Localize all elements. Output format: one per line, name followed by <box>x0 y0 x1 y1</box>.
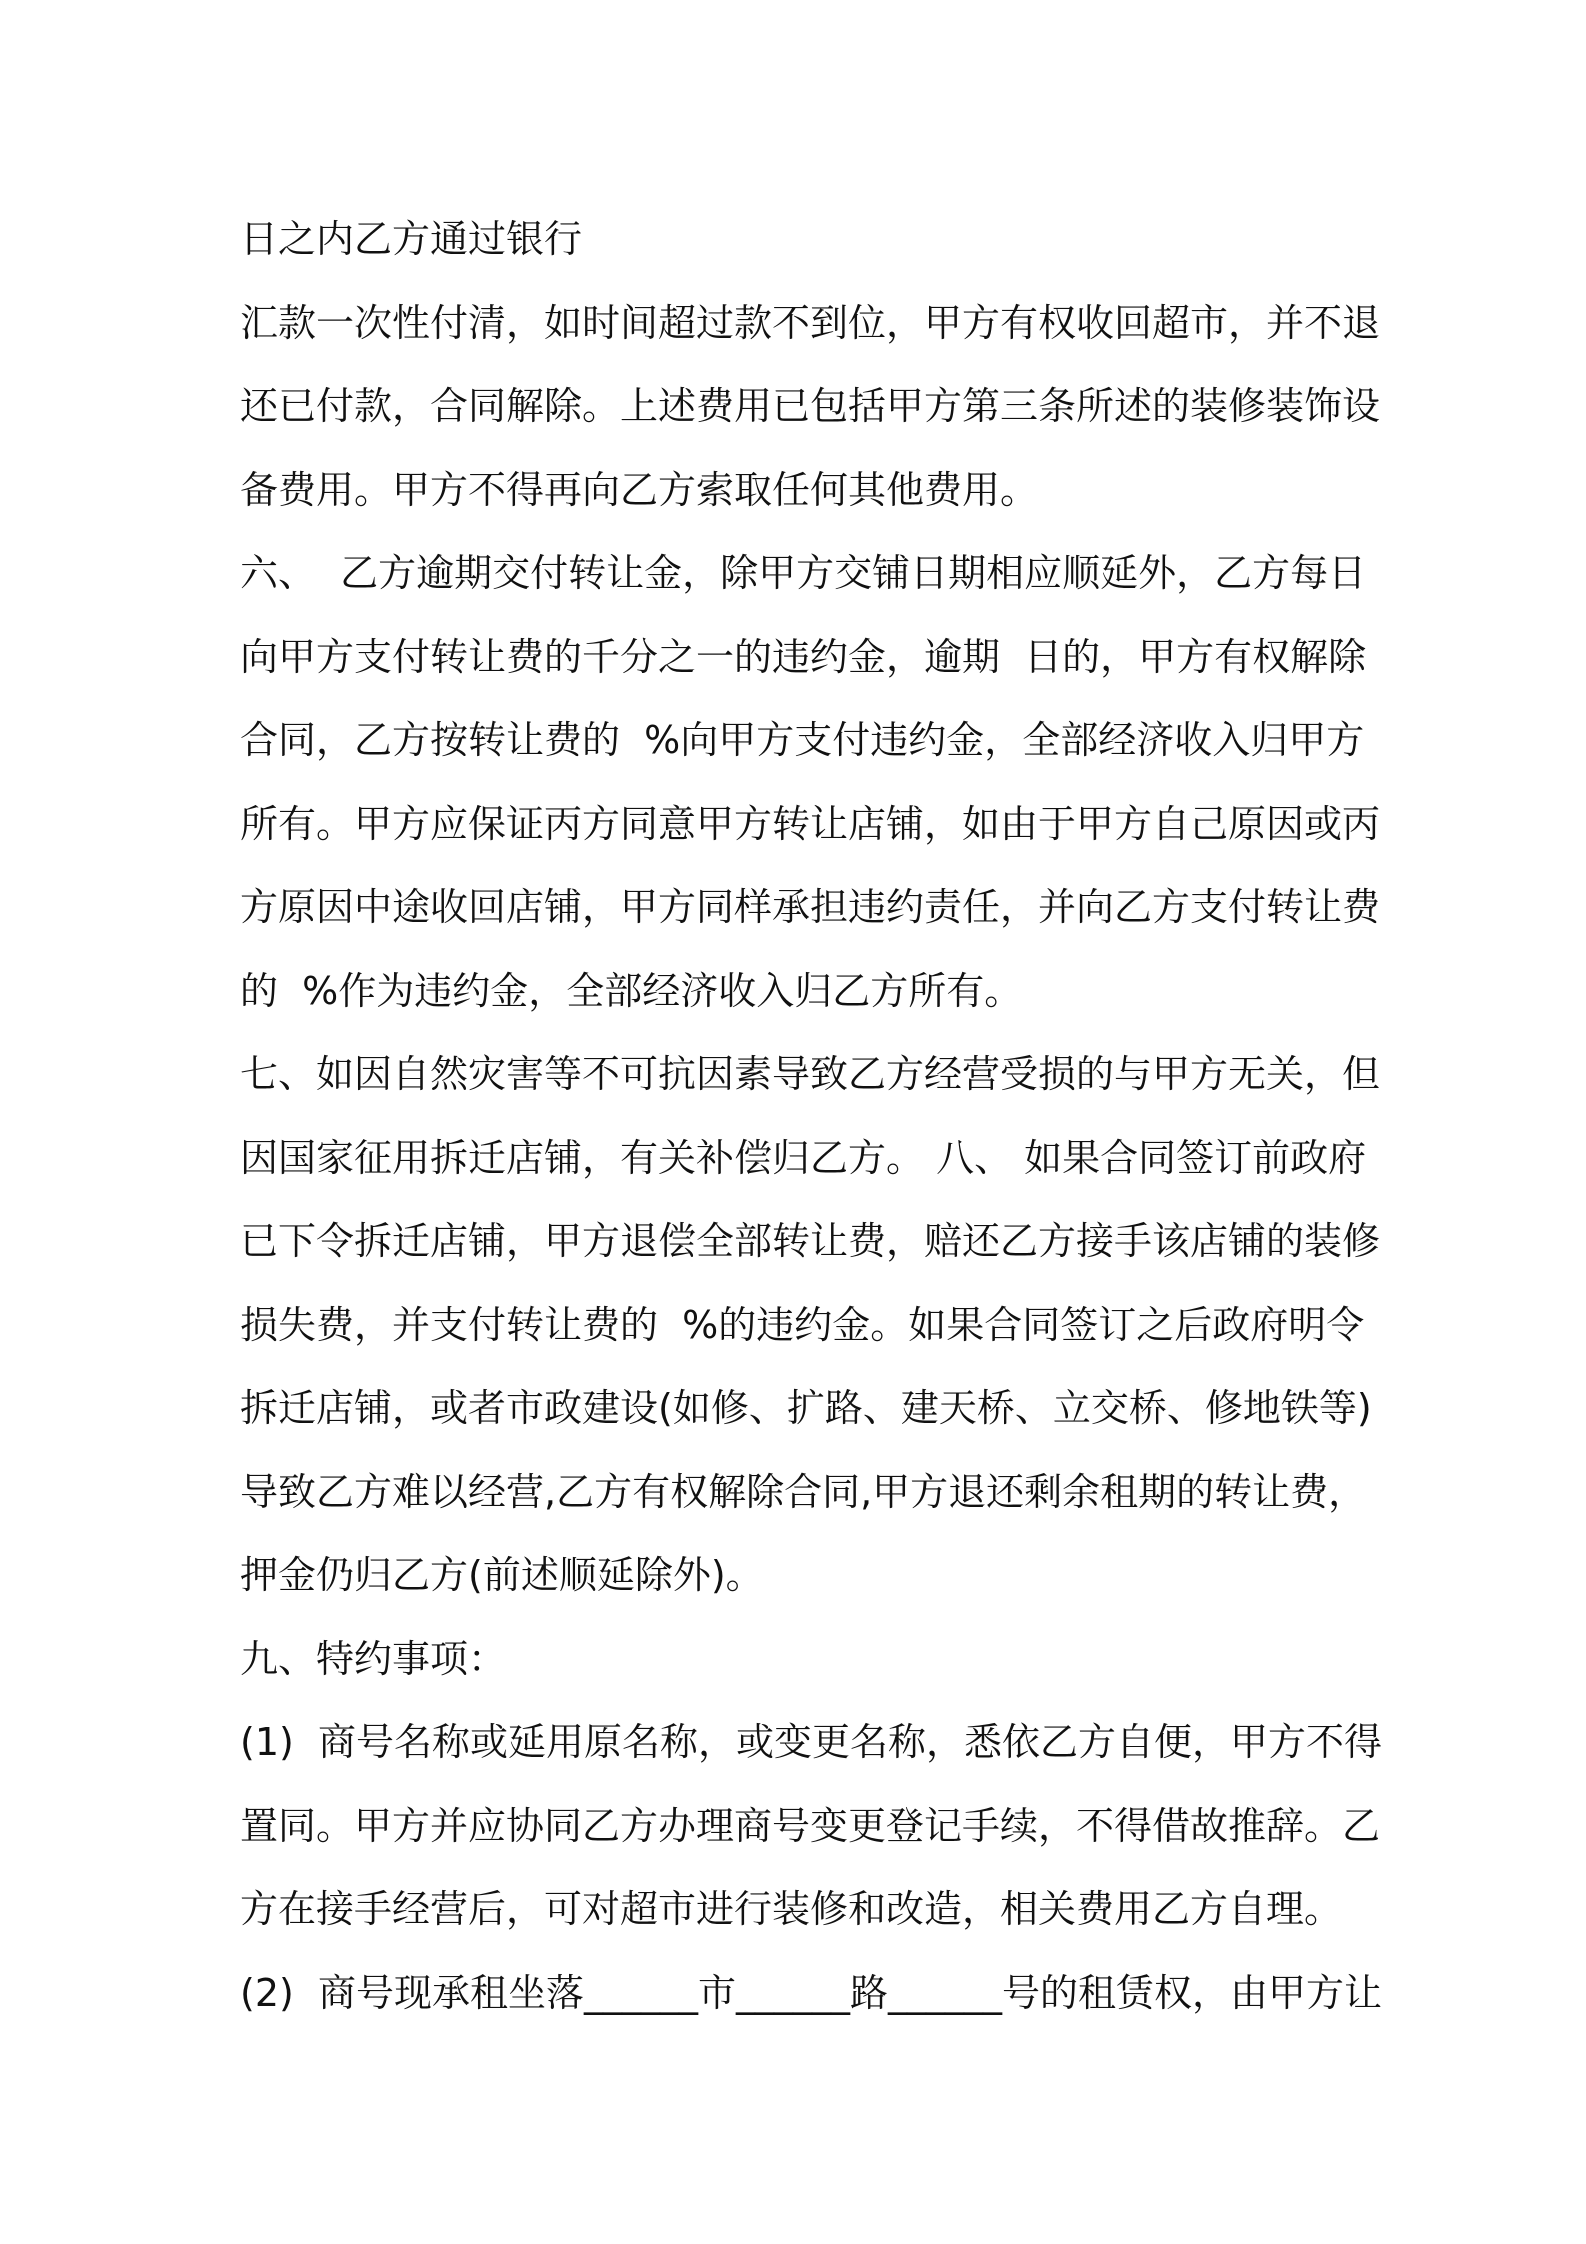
text-line: 向甲方支付转让费的千分之一的违约金，逾期 日的，甲方有权解除 <box>240 634 1367 679</box>
text-line: 备费用。甲方不得再向乙方索取任何其他费用。 <box>240 467 1039 512</box>
contract-text <box>240 198 1382 2035</box>
text-line: 六、 乙方逾期交付转让金，除甲方交铺日期相应顺延外，乙方每日 <box>240 551 1367 595</box>
text-line: 汇款一次性付清，如时间超过款不到位，甲方有权收回超市，并不退 <box>240 300 1381 345</box>
text-line: 已下令拆迁店铺，甲方退偿全部转让费，赔还乙方接手该店铺的装修 <box>240 1219 1381 1263</box>
text-line: 合同，乙方按转让费的 %向甲方支付违约金，全部经济收入归甲方 <box>240 718 1365 762</box>
text-line: 因国家征用拆迁店铺，有关补偿归乙方。 八、 如果合同签订前政府 <box>240 1135 1367 1180</box>
text-line: 押金仍归乙方(前述顺延除外)。 <box>240 1553 764 1597</box>
text-line: 损失费，并支付转让费的 %的违约金。如果合同签订之后政府明令 <box>240 1302 1365 1347</box>
text-line: 导致乙方难以经营,乙方有权解除合同,甲方退还剩余租期的转让费， <box>240 1469 1367 1514</box>
text-line: 置同。甲方并应协同乙方办理商号变更登记手续，不得借故推辞。乙 <box>240 1803 1381 1848</box>
text-line: 七、如因自然灾害等不可抗因素导致乙方经营受损的与甲方无关，但 <box>240 1052 1381 1096</box>
text-line: 方在接手经营后，可对超市进行装修和改造，相关费用乙方自理。 <box>240 1887 1343 1931</box>
text-line: 拆迁店铺，或者市政建设(如修、扩路、建天桥、立交桥、修地铁等) <box>240 1386 1372 1430</box>
text-line: (2) 商号现承租坐落______市______路______号的租赁权，由甲方让 <box>240 1970 1382 2015</box>
text-line: 日之内乙方通过银行 <box>240 217 583 261</box>
text-line: 方原因中途收回店铺，甲方同样承担违约责任，并向乙方支付转让费 <box>240 885 1381 929</box>
text-line: 的 %作为违约金，全部经济收入归乙方所有。 <box>240 968 1023 1013</box>
text-line: 九、特约事项： <box>240 1636 507 1681</box>
text-line: 所有。甲方应保证丙方同意甲方转让店铺，如由于甲方自己原因或丙 <box>240 801 1381 846</box>
text-line: 还已付款，合同解除。上述费用已包括甲方第三条所述的装修装饰设 <box>240 384 1381 428</box>
text-line: (1) 商号名称或延用原名称，或变更名称，悉依乙方自便，甲方不得 <box>240 1720 1382 1764</box>
